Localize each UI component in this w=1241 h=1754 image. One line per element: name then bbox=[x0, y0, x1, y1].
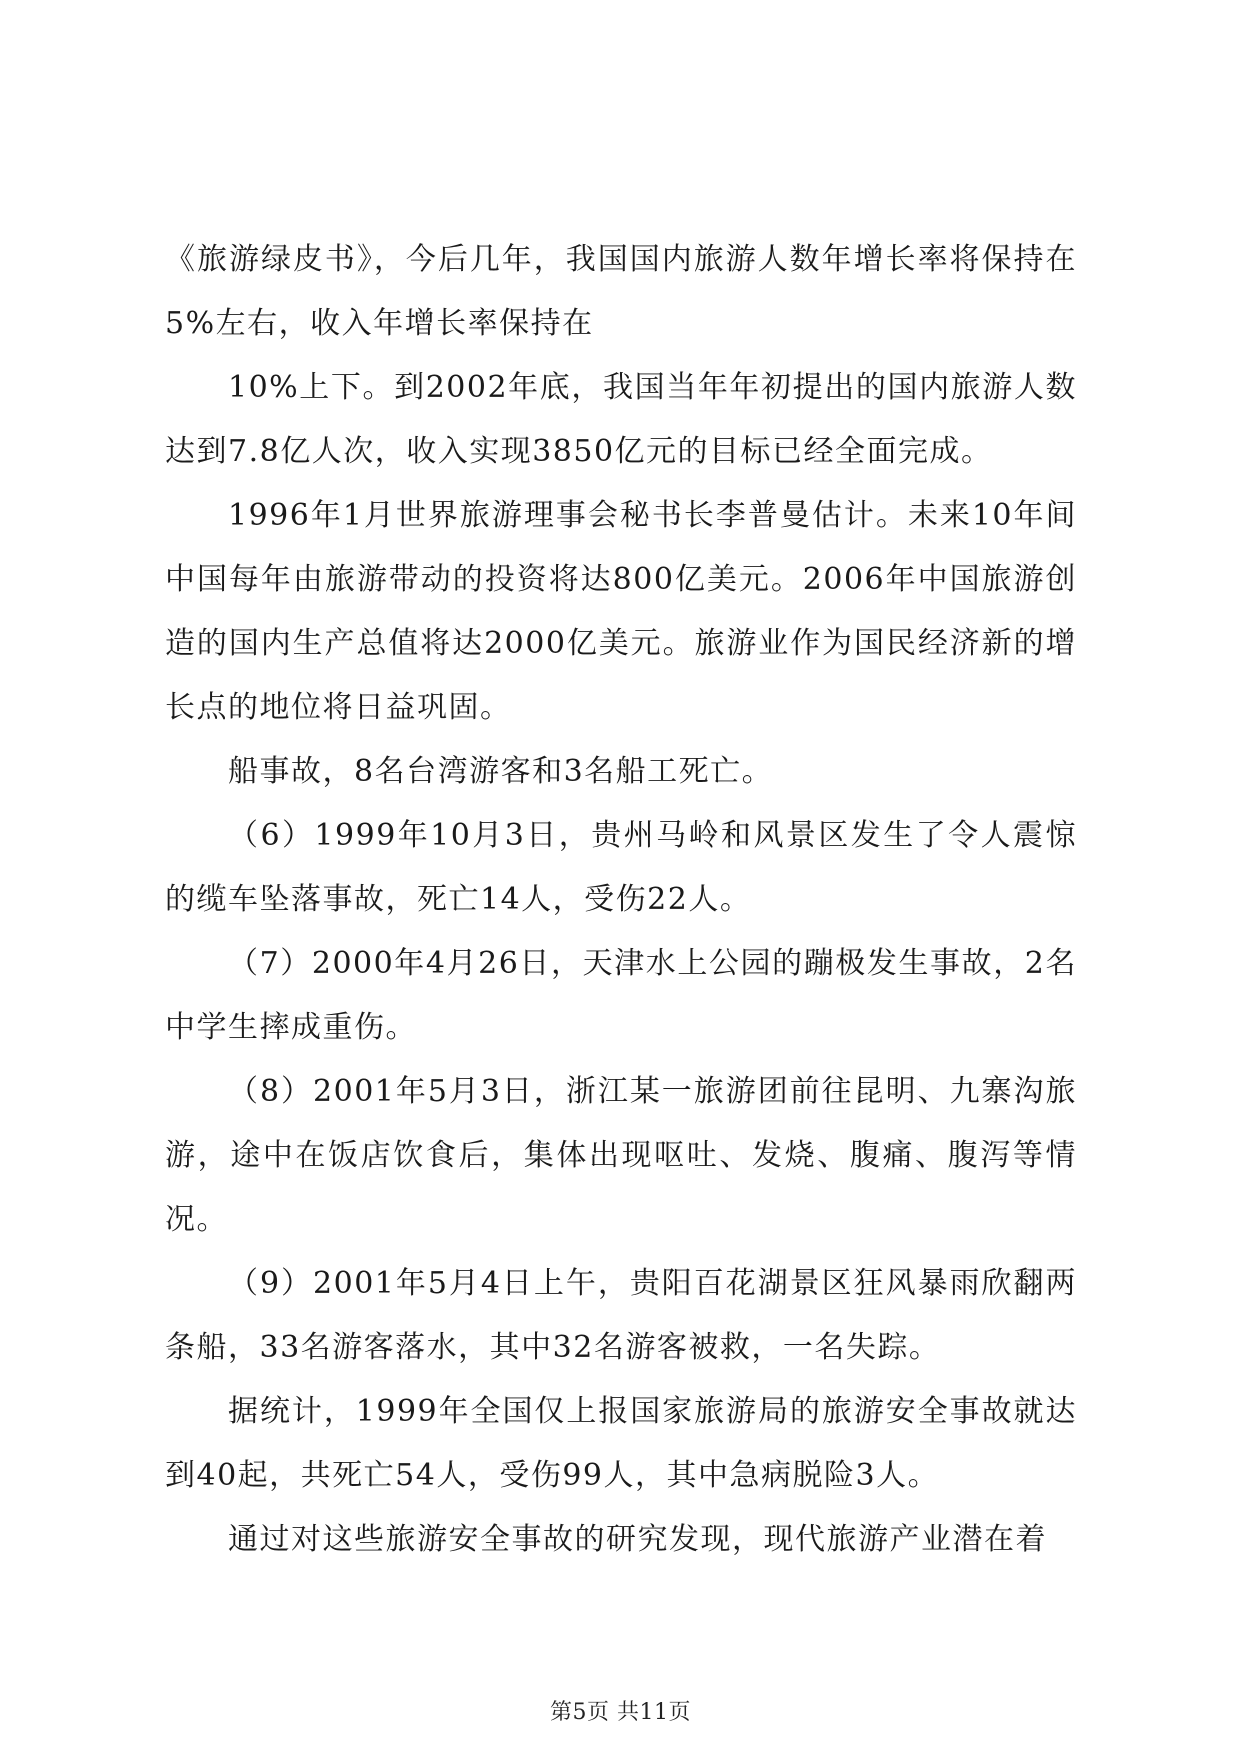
paragraph-9: 据统计，1999年全国仅上报国家旅游局的旅游安全事故就达到40起，共死亡54人，受伤99人，其中急病脱险3人。 bbox=[165, 1394, 1077, 1493]
page-footer: 第5页 共11页 bbox=[550, 1700, 691, 1725]
paragraph-8: （9）2001年5月4日上午，贵阳百花湖景区狂风暴雨欣翻两条船，33名游客落水，其中32名游客被救，一名失踪。 bbox=[165, 1266, 1077, 1365]
paragraph-10: 通过对这些旅游安全事故的研究发现，现代旅游产业潜在着 bbox=[228, 1522, 1047, 1557]
paragraph-1: 《旅游绿皮书》，今后几年，我国国内旅游人数年增长率将保持在5%左右，收入年增长率保持在 bbox=[165, 242, 1077, 341]
paragraph-4: 船事故，8名台湾游客和3名船工死亡。 bbox=[228, 754, 774, 789]
paragraph-2: 10%上下。到2002年底，我国当年年初提出的国内旅游人数达到7.8亿人次，收入实现3850亿元的目标已经全面完成。 bbox=[165, 370, 1077, 469]
body-text bbox=[165, 228, 1077, 1572]
paragraph-7: （8）2001年5月3日，浙江某一旅游团前往昆明、九寨沟旅游，途中在饭店饮食后，集体出现呕吐、发烧、腹痛、腹泻等情况。 bbox=[165, 1074, 1077, 1237]
paragraph-6: （7）2000年4月26日，天津水上公园的蹦极发生事故，2名中学生摔成重伤。 bbox=[165, 946, 1077, 1045]
paragraph-5: （6）1999年10月3日，贵州马岭和风景区发生了令人震惊的缆车坠落事故，死亡14人，受伤22人。 bbox=[165, 818, 1077, 917]
paragraph-3: 1996年1月世界旅游理事会秘书长李普曼估计。未来10年间中国每年由旅游带动的投资将达800亿美元。2006年中国旅游创造的国内生产总值将达2000亿美元。旅游业作为国民经济新的增长点的地位将日益巩固。 bbox=[165, 498, 1077, 725]
